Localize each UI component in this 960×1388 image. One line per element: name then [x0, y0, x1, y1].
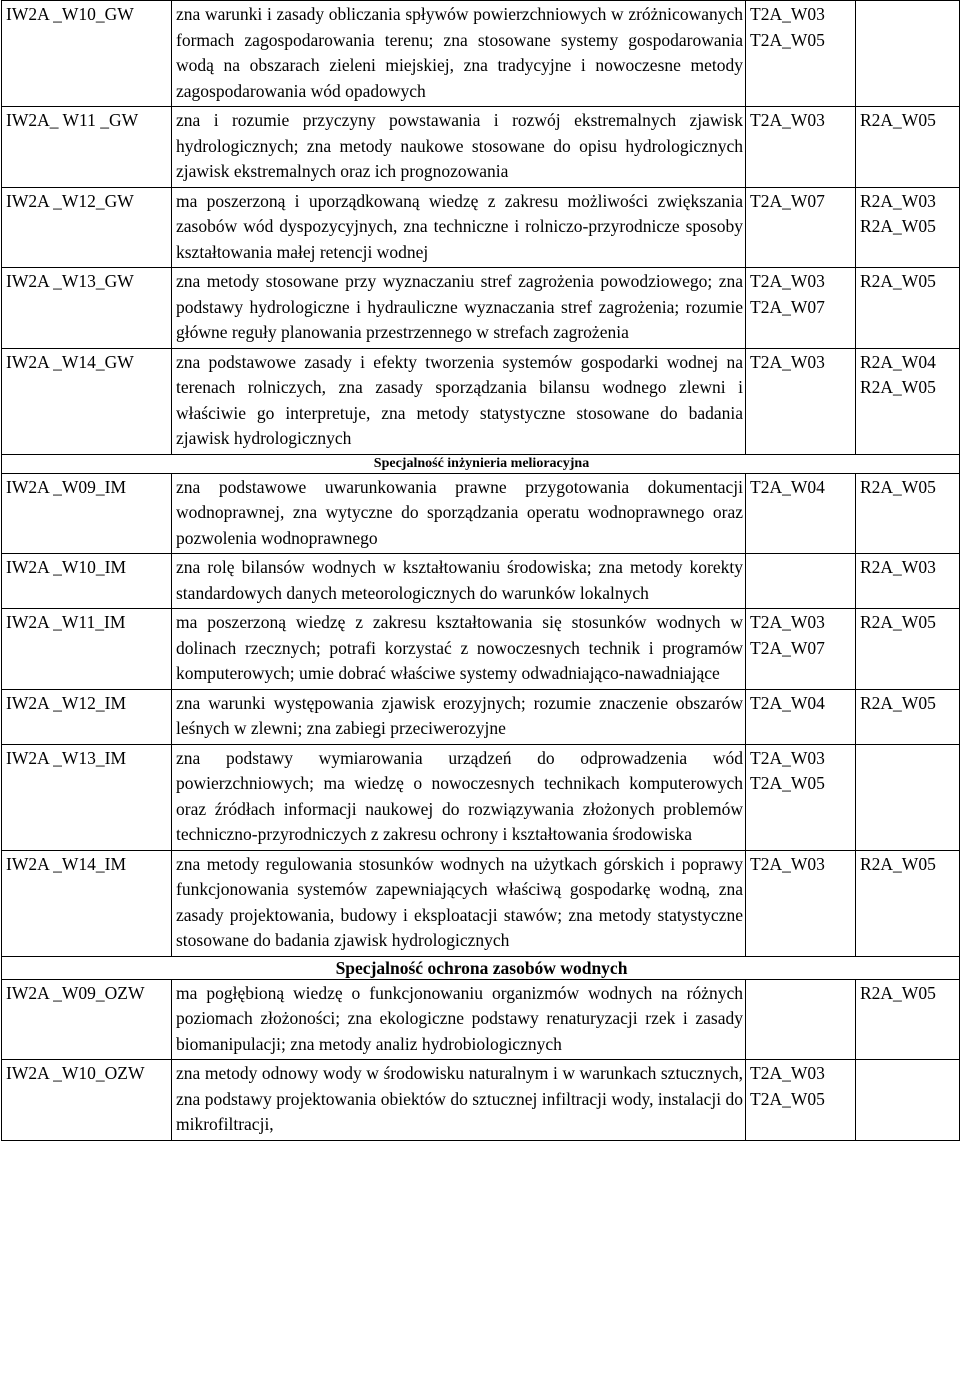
r2-references — [856, 187, 960, 268]
outcome-code: IW2A _W10_GW — [2, 1, 172, 107]
table-row — [2, 1060, 960, 1141]
section-header-row — [2, 956, 960, 979]
outcome-code: IW2A _W10_IM — [2, 554, 172, 609]
t2-code: T2A_W03 — [750, 853, 825, 874]
table-row — [2, 348, 960, 454]
t2-code: T2A_W03 — [750, 1063, 825, 1083]
t2-references — [746, 850, 856, 956]
table-row — [2, 107, 960, 188]
r2-code: R2A_W05 — [860, 377, 936, 397]
t2-code: T2A_W07 — [750, 637, 825, 658]
outcome-description: ma poszerzoną i uporządkowaną wiedzę z zakresu możliwości zwiększania zasobów wód dyspozycyjnych, zna techniczne i rolniczo-przyrodnicze sposoby kształtowania małej retencji wodnej — [172, 187, 746, 268]
table-row — [2, 850, 960, 956]
r2-code: R2A_W05 — [860, 271, 936, 291]
t2-references — [746, 187, 856, 268]
outcome-code: IW2A _W14_GW — [2, 348, 172, 454]
outcome-code: IW2A _W13_IM — [2, 744, 172, 850]
outcome-description: zna podstawowe uwarunkowania prawne przygotowania dokumentacji wodnoprawnej, zna wytyczne do sporządzania operatu wodnoprawnego oraz pozwolenia wodnoprawnego — [172, 473, 746, 554]
t2-references — [746, 689, 856, 744]
t2-code: T2A_W05 — [750, 29, 825, 50]
r2-references — [856, 689, 960, 744]
table-row — [2, 554, 960, 609]
r2-code: R2A_W05 — [860, 982, 936, 1003]
r2-code: R2A_W05 — [860, 853, 936, 874]
r2-references — [856, 850, 960, 956]
outcome-description: zna metody regulowania stosunków wodnych na użytkach górskich i poprawy funkcjonowania systemów zapewniających właściwą gospodarkę wodną, zna zasady projektowania, budowy i eksploatacji stawów; zna metody statystyczne stosowane do badania zjawisk hydrologicznych — [172, 850, 746, 956]
r2-references — [856, 1, 960, 107]
table-row — [2, 187, 960, 268]
t2-references — [746, 979, 856, 1060]
table-row — [2, 609, 960, 690]
learning-outcomes-table — [1, 0, 960, 1141]
section-header-row — [2, 454, 960, 473]
t2-references — [746, 268, 856, 349]
t2-code: T2A_W03 — [750, 271, 825, 291]
table-row — [2, 689, 960, 744]
outcome-code: IW2A _W11_IM — [2, 609, 172, 690]
r2-code: R2A_W05 — [860, 216, 936, 236]
outcome-description: zna podstawy wymiarowania urządzeń do odprowadzenia wód powierzchniowych; ma wiedzę o nowoczesnych technikach komputerowych oraz źródłach informacji naukowej do rozwiązywania złożonych problemów techniczno-przyrodniczych z zakresu ochrony i kształtowania środowiska — [172, 744, 746, 850]
t2-code: T2A_W04 — [750, 692, 825, 713]
t2-code: T2A_W03 — [750, 4, 825, 24]
r2-code: R2A_W05 — [860, 612, 936, 632]
outcome-description: zna warunki występowania zjawisk erozyjnych; rozumie znaczenie obszarów leśnych w zlewni; zna zabiegi przeciwerozyjne — [172, 689, 746, 744]
outcome-description: ma poszerzoną wiedzę z zakresu kształtowania się stosunków wodnych w dolinach rzecznych; potrafi korzystać z nowoczesnych technik i programów komputerowych; umie dobrać właściwe systemy odwadniająco-nawadniające — [172, 609, 746, 690]
outcome-description: zna i rozumie przyczyny powstawania i rozwój ekstremalnych zjawisk hydrologicznych; zna metody naukowe stosowane do opisu hydrologicznych zjawisk ekstremalnych oraz ich prognozowania — [172, 107, 746, 188]
r2-references — [856, 1060, 960, 1141]
outcome-description: zna podstawowe zasady i efekty tworzenia systemów gospodarki wodnej na terenach rolniczych, zna zasady sporządzania bilansu wodnego zlewni i właściwie go interpretuje, zna metody statystyczne stosowane do badania zjawisk hydrologicznych — [172, 348, 746, 454]
table-row — [2, 1, 960, 107]
t2-code: T2A_W05 — [750, 1088, 825, 1109]
t2-references — [746, 609, 856, 690]
outcome-description: zna metody odnowy wody w środowisku naturalnym i w warunkach sztucznych, zna podstawy projektowania obiektów do sztucznej infiltracji wody, instalacji do mikrofiltracji, — [172, 1060, 746, 1141]
t2-code: T2A_W03 — [750, 612, 825, 632]
outcome-description: ma pogłębioną wiedzę o funkcjonowaniu organizmów wodnych na różnych poziomach złożoności; zna ekologiczne podstawy renaturyzacji rzek i zasady biomanipulacji; zna metody analiz hydrobiologicznych — [172, 979, 746, 1060]
t2-references — [746, 1, 856, 107]
r2-references — [856, 268, 960, 349]
t2-code: T2A_W07 — [750, 296, 825, 317]
t2-references — [746, 348, 856, 454]
r2-references — [856, 554, 960, 609]
t2-references — [746, 554, 856, 609]
r2-references — [856, 609, 960, 690]
outcome-code: IW2A _W13_GW — [2, 268, 172, 349]
outcome-description: zna metody stosowane przy wyznaczaniu stref zagrożenia powodziowego; zna podstawy hydrologiczne i hydrauliczne wyznaczania stref zagrożenia; rozumie główne reguły planowania przestrzennego w strefach zagrożenia — [172, 268, 746, 349]
outcome-code: IW2A _W09_IM — [2, 473, 172, 554]
t2-references — [746, 1060, 856, 1141]
t2-code: T2A_W07 — [750, 190, 825, 211]
r2-references — [856, 979, 960, 1060]
table-row — [2, 979, 960, 1060]
r2-code: R2A_W05 — [860, 476, 936, 497]
table-row — [2, 473, 960, 554]
outcome-description: zna rolę bilansów wodnych w kształtowaniu środowiska; zna metody korekty standardowych danych meteorologicznych do warunków lokalnych — [172, 554, 746, 609]
specialization-heading-melioracja: Specjalność inżynieria melioracyjna — [2, 454, 960, 473]
outcome-description: zna warunki i zasady obliczania spływów powierzchniowych w zróżnicowanych formach zagospodarowania terenu; zna stosowane systemy gospodarowania wodą na obszarach zieleni miejskiej, zna tradycyjne i nowoczesne metody zagospodarowania wód opadowych — [172, 1, 746, 107]
r2-references — [856, 348, 960, 454]
table-row — [2, 744, 960, 850]
t2-code: T2A_W03 — [750, 747, 825, 768]
r2-references — [856, 744, 960, 850]
outcome-code: IW2A _W10_OZW — [2, 1060, 172, 1141]
t2-references — [746, 744, 856, 850]
outcome-code: IW2A _W12_IM — [2, 689, 172, 744]
outcome-code: IW2A _W14_IM — [2, 850, 172, 956]
r2-code: R2A_W04 — [860, 351, 936, 372]
t2-code: T2A_W03 — [750, 351, 825, 372]
table-row — [2, 268, 960, 349]
outcome-code: IW2A_ W11 _GW — [2, 107, 172, 188]
r2-code: R2A_W05 — [860, 692, 936, 713]
r2-code: R2A_W03 — [860, 190, 936, 211]
t2-code: T2A_W05 — [750, 773, 825, 793]
r2-code: R2A_W05 — [860, 110, 936, 130]
specialization-heading-ochrona: Specjalność ochrona zasobów wodnych — [2, 956, 960, 979]
r2-code: R2A_W03 — [860, 557, 936, 577]
t2-code: T2A_W03 — [750, 110, 825, 130]
t2-references — [746, 473, 856, 554]
r2-references — [856, 107, 960, 188]
t2-code: T2A_W04 — [750, 476, 825, 497]
outcome-code: IW2A _W12_GW — [2, 187, 172, 268]
t2-references — [746, 107, 856, 188]
r2-references — [856, 473, 960, 554]
outcome-code: IW2A _W09_OZW — [2, 979, 172, 1060]
